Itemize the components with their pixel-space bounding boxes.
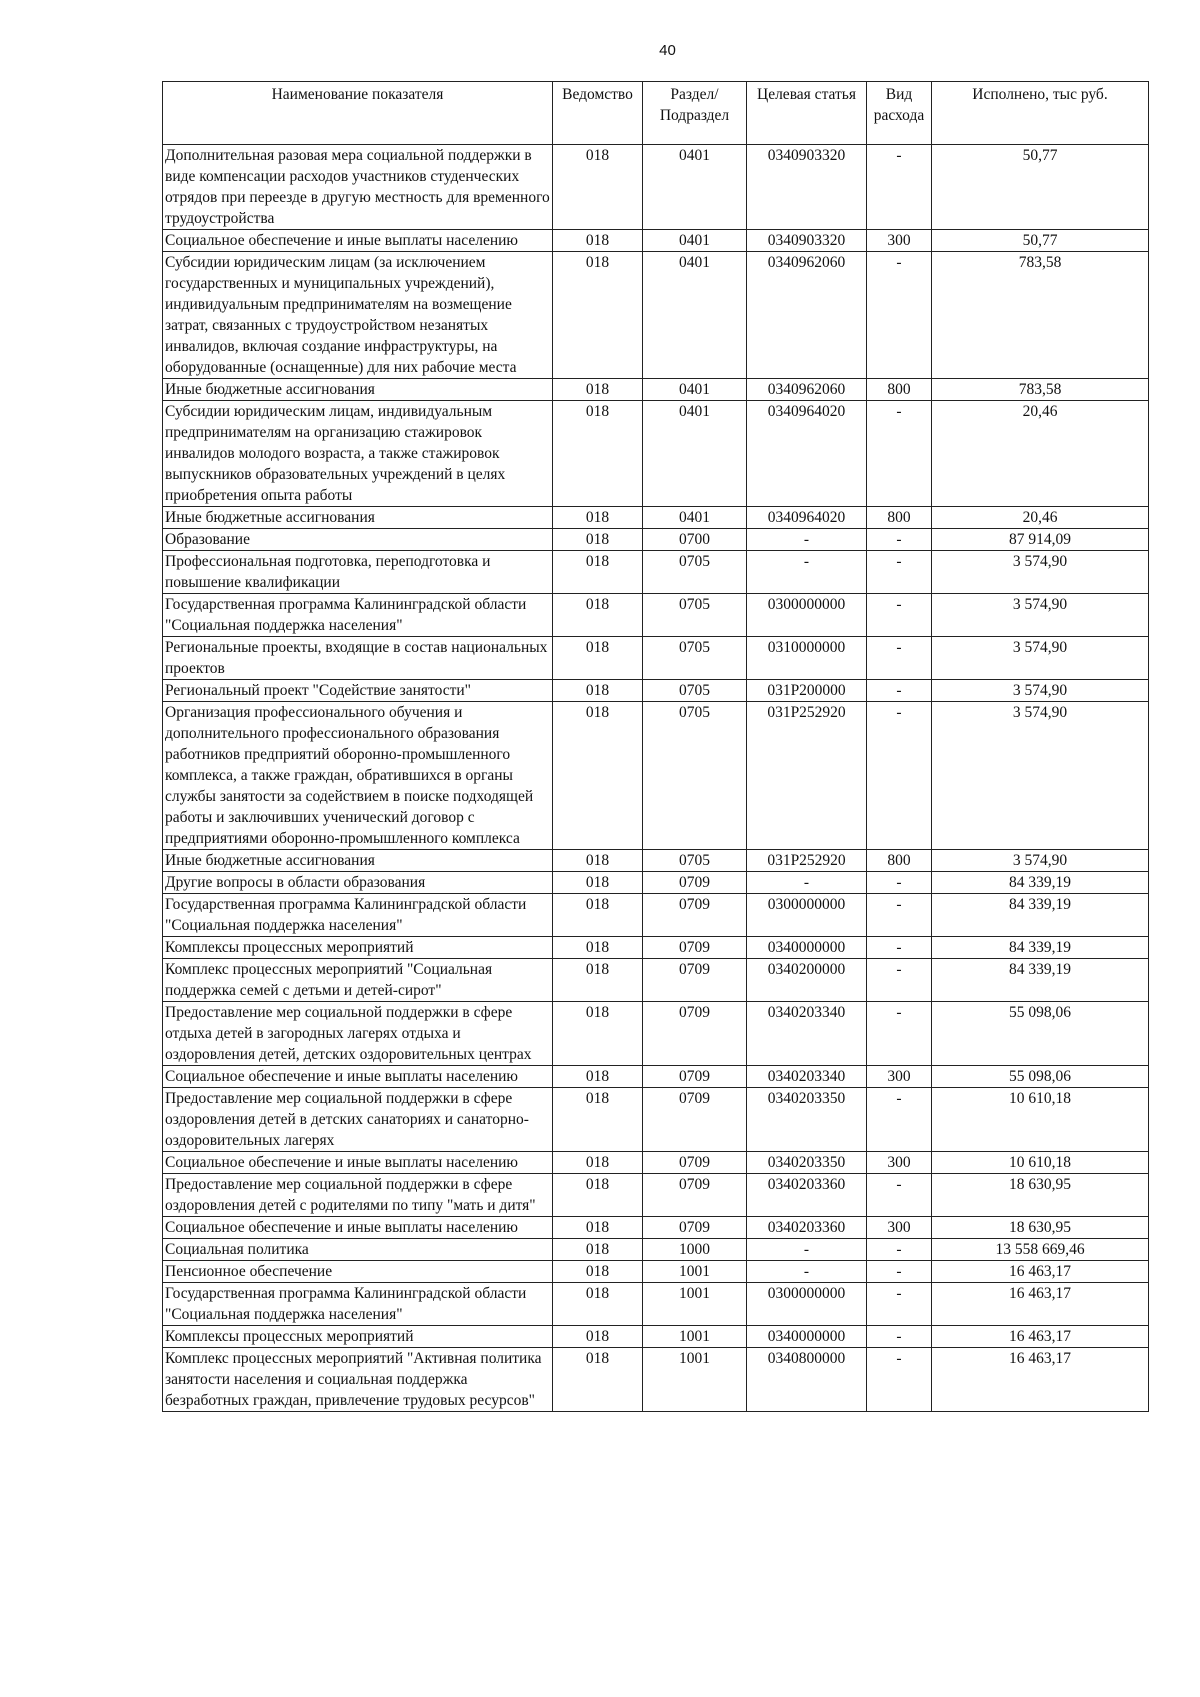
cell-name: Субсидии юридическим лицам (за исключением государственных и муниципальных учреждений), индивидуальным предпринимателям на возмещение затрат, связанных с трудоустройством незанятых инвалидов, включая создание инфраструктуры, на оборудованные (оснащенные) для них рабочие места [163,252,553,379]
cell-amount: 3 574,90 [932,702,1149,850]
cell-department: 018 [553,894,643,937]
cell-section: 0401 [643,401,747,507]
table-body [163,145,1149,1412]
table-row [163,1326,1149,1348]
cell-target-article: 0340800000 [747,1348,867,1412]
cell-name: Пенсионное обеспечение [163,1261,553,1283]
table-row [163,145,1149,230]
cell-section: 0709 [643,1066,747,1088]
cell-expense-type: - [867,1088,932,1152]
cell-target-article: 0300000000 [747,1283,867,1326]
cell-name: Образование [163,529,553,551]
cell-section: 0709 [643,872,747,894]
cell-amount: 3 574,90 [932,551,1149,594]
cell-department: 018 [553,379,643,401]
cell-expense-type: - [867,1002,932,1066]
cell-target-article: 0340962060 [747,379,867,401]
cell-name: Государственная программа Калининградской области "Социальная поддержка населения" [163,594,553,637]
table-row [163,680,1149,702]
cell-expense-type: - [867,702,932,850]
cell-expense-type: - [867,959,932,1002]
table-row [163,1174,1149,1217]
cell-target-article: 0340964020 [747,507,867,529]
cell-target-article: 0300000000 [747,594,867,637]
cell-target-article: 031P200000 [747,680,867,702]
cell-expense-type: - [867,1239,932,1261]
cell-expense-type: - [867,1174,932,1217]
cell-department: 018 [553,507,643,529]
table-row [163,594,1149,637]
table-row [163,1217,1149,1239]
cell-department: 018 [553,1088,643,1152]
cell-amount: 16 463,17 [932,1326,1149,1348]
header-expense-type: Вид расхода [867,82,932,145]
cell-expense-type: 300 [867,1217,932,1239]
cell-amount: 20,46 [932,401,1149,507]
cell-target-article: 0340962060 [747,252,867,379]
cell-department: 018 [553,401,643,507]
cell-amount: 84 339,19 [932,959,1149,1002]
table-row [163,529,1149,551]
cell-name: Иные бюджетные ассигнования [163,379,553,401]
cell-expense-type: - [867,529,932,551]
table-row [163,1088,1149,1152]
cell-section: 0709 [643,1088,747,1152]
cell-target-article: 0340203360 [747,1217,867,1239]
cell-department: 018 [553,1261,643,1283]
cell-target-article: 0300000000 [747,894,867,937]
cell-department: 018 [553,959,643,1002]
table-row [163,637,1149,680]
cell-section: 0401 [643,230,747,252]
table-row [163,551,1149,594]
cell-target-article: 0340000000 [747,1326,867,1348]
cell-expense-type: - [867,937,932,959]
table-row [163,401,1149,507]
cell-department: 018 [553,1283,643,1326]
header-target-article: Целевая статья [747,82,867,145]
cell-amount: 3 574,90 [932,637,1149,680]
table-row [163,379,1149,401]
cell-expense-type: 300 [867,230,932,252]
cell-section: 1001 [643,1326,747,1348]
cell-expense-type: - [867,1348,932,1412]
cell-name: Социальное обеспечение и иные выплаты населению [163,1066,553,1088]
cell-name: Организация профессионального обучения и дополнительного профессионального образования работников предприятий оборонно-промышленного комплекса, а также граждан, обратившихся в органы службы занятости за содействием в поиске подходящей работы и заключивших ученический договор с предприятиями оборонно-промышленного комплекса [163,702,553,850]
cell-department: 018 [553,637,643,680]
cell-expense-type: - [867,551,932,594]
cell-department: 018 [553,551,643,594]
cell-expense-type: - [867,252,932,379]
cell-section: 0700 [643,529,747,551]
cell-section: 0709 [643,1217,747,1239]
table-row [163,1066,1149,1088]
cell-expense-type: - [867,872,932,894]
cell-expense-type: - [867,680,932,702]
cell-target-article: 0340203360 [747,1174,867,1217]
cell-section: 0709 [643,1002,747,1066]
cell-target-article: 0310000000 [747,637,867,680]
table-row [163,872,1149,894]
cell-section: 1000 [643,1239,747,1261]
cell-name: Социальная политика [163,1239,553,1261]
table-header [163,82,1149,145]
cell-expense-type: 800 [867,379,932,401]
cell-amount: 20,46 [932,507,1149,529]
cell-department: 018 [553,1066,643,1088]
cell-expense-type: 300 [867,1066,932,1088]
cell-target-article: - [747,1239,867,1261]
budget-table [162,81,1149,1412]
cell-target-article: 0340203340 [747,1002,867,1066]
cell-section: 0705 [643,702,747,850]
cell-department: 018 [553,1326,643,1348]
cell-department: 018 [553,529,643,551]
cell-target-article: - [747,551,867,594]
cell-expense-type: - [867,401,932,507]
cell-amount: 18 630,95 [932,1217,1149,1239]
cell-name: Другие вопросы в области образования [163,872,553,894]
cell-name: Иные бюджетные ассигнования [163,507,553,529]
cell-name: Комплекс процессных мероприятий "Социальная поддержка семей с детьми и детей-сирот" [163,959,553,1002]
cell-section: 0401 [643,145,747,230]
cell-name: Региональные проекты, входящие в состав национальных проектов [163,637,553,680]
cell-target-article: 0340200000 [747,959,867,1002]
cell-department: 018 [553,1348,643,1412]
cell-amount: 84 339,19 [932,872,1149,894]
cell-expense-type: - [867,894,932,937]
cell-section: 0705 [643,594,747,637]
cell-amount: 3 574,90 [932,594,1149,637]
table-row [163,252,1149,379]
header-row [163,82,1149,145]
cell-name: Социальное обеспечение и иные выплаты населению [163,230,553,252]
header-department: Ведомство [553,82,643,145]
cell-amount: 16 463,17 [932,1348,1149,1412]
cell-department: 018 [553,145,643,230]
cell-amount: 55 098,06 [932,1002,1149,1066]
cell-section: 0709 [643,937,747,959]
cell-target-article: 0340964020 [747,401,867,507]
cell-amount: 3 574,90 [932,850,1149,872]
table-row [163,1348,1149,1412]
table-row [163,702,1149,850]
cell-amount: 13 558 669,46 [932,1239,1149,1261]
cell-section: 0705 [643,551,747,594]
cell-amount: 50,77 [932,230,1149,252]
cell-amount: 84 339,19 [932,894,1149,937]
cell-expense-type: - [867,1283,932,1326]
cell-target-article: 0340000000 [747,937,867,959]
page-number: 40 [659,42,676,59]
cell-department: 018 [553,230,643,252]
cell-section: 0709 [643,959,747,1002]
cell-section: 0705 [643,850,747,872]
cell-name: Предоставление мер социальной поддержки в сфере оздоровления детей в детских санаториях и санаторно-оздоровительных лагерях [163,1088,553,1152]
cell-expense-type: - [867,594,932,637]
table-row [163,937,1149,959]
cell-amount: 55 098,06 [932,1066,1149,1088]
cell-section: 0401 [643,379,747,401]
cell-department: 018 [553,252,643,379]
cell-section: 0705 [643,637,747,680]
cell-expense-type: 300 [867,1152,932,1174]
cell-target-article: 031P252920 [747,850,867,872]
cell-name: Дополнительная разовая мера социальной поддержки в виде компенсации расходов участников студенческих отрядов при переезде в другую местность для временного трудоустройства [163,145,553,230]
cell-section: 1001 [643,1261,747,1283]
header-section: Раздел/ Подраздел [643,82,747,145]
cell-section: 0401 [643,507,747,529]
cell-department: 018 [553,594,643,637]
cell-expense-type: - [867,145,932,230]
cell-amount: 783,58 [932,252,1149,379]
cell-name: Иные бюджетные ассигнования [163,850,553,872]
header-amount: Исполнено, тыс руб. [932,82,1149,145]
cell-expense-type: 800 [867,507,932,529]
cell-department: 018 [553,1239,643,1261]
table-row [163,850,1149,872]
table-row [163,1002,1149,1066]
cell-amount: 84 339,19 [932,937,1149,959]
cell-name: Предоставление мер социальной поддержки в сфере оздоровления детей с родителями по типу "мать и дитя" [163,1174,553,1217]
table-row [163,1239,1149,1261]
cell-department: 018 [553,1152,643,1174]
cell-expense-type: 800 [867,850,932,872]
cell-target-article: 0340203350 [747,1088,867,1152]
cell-amount: 18 630,95 [932,1174,1149,1217]
cell-target-article: - [747,529,867,551]
cell-department: 018 [553,937,643,959]
table-row [163,959,1149,1002]
cell-target-article: 0340203350 [747,1152,867,1174]
cell-target-article: 0340903320 [747,230,867,252]
header-name: Наименование показателя [163,82,553,145]
cell-section: 0709 [643,1152,747,1174]
cell-department: 018 [553,702,643,850]
cell-section: 1001 [643,1283,747,1326]
cell-target-article: 0340203340 [747,1066,867,1088]
cell-department: 018 [553,680,643,702]
cell-name: Социальное обеспечение и иные выплаты населению [163,1217,553,1239]
cell-target-article: 0340903320 [747,145,867,230]
cell-name: Социальное обеспечение и иные выплаты населению [163,1152,553,1174]
cell-amount: 16 463,17 [932,1283,1149,1326]
cell-name: Комплекс процессных мероприятий "Активная политика занятости населения и социальная поддержка безработных граждан, привлечение трудовых ресурсов" [163,1348,553,1412]
cell-target-article: 031P252920 [747,702,867,850]
table-row [163,1261,1149,1283]
cell-name: Государственная программа Калининградской области "Социальная поддержка населения" [163,1283,553,1326]
cell-name: Комплексы процессных мероприятий [163,1326,553,1348]
cell-name: Комплексы процессных мероприятий [163,937,553,959]
cell-amount: 783,58 [932,379,1149,401]
table-row [163,230,1149,252]
cell-name: Государственная программа Калининградской области "Социальная поддержка населения" [163,894,553,937]
cell-expense-type: - [867,1261,932,1283]
table-row [163,1152,1149,1174]
cell-department: 018 [553,1002,643,1066]
cell-amount: 10 610,18 [932,1152,1149,1174]
cell-section: 0705 [643,680,747,702]
cell-expense-type: - [867,1326,932,1348]
cell-name: Профессиональная подготовка, переподготовка и повышение квалификации [163,551,553,594]
cell-department: 018 [553,1217,643,1239]
cell-target-article: - [747,1261,867,1283]
cell-department: 018 [553,872,643,894]
table-row [163,507,1149,529]
table-row [163,894,1149,937]
cell-amount: 3 574,90 [932,680,1149,702]
table-row [163,1283,1149,1326]
cell-name: Региональный проект "Содействие занятости" [163,680,553,702]
cell-target-article: - [747,872,867,894]
cell-department: 018 [553,1174,643,1217]
cell-name: Предоставление мер социальной поддержки в сфере отдыха детей в загородных лагерях отдыха и оздоровления детей, детских оздоровительных центрах [163,1002,553,1066]
cell-name: Субсидии юридическим лицам, индивидуальным предпринимателям на организацию стажировок инвалидов молодого возраста, а также стажировок выпускников образовательных учреждений в целях приобретения опыта работы [163,401,553,507]
cell-section: 0709 [643,1174,747,1217]
cell-department: 018 [553,850,643,872]
cell-amount: 87 914,09 [932,529,1149,551]
cell-section: 0401 [643,252,747,379]
cell-amount: 50,77 [932,145,1149,230]
cell-amount: 10 610,18 [932,1088,1149,1152]
cell-expense-type: - [867,637,932,680]
cell-amount: 16 463,17 [932,1261,1149,1283]
cell-section: 0709 [643,894,747,937]
cell-section: 1001 [643,1348,747,1412]
